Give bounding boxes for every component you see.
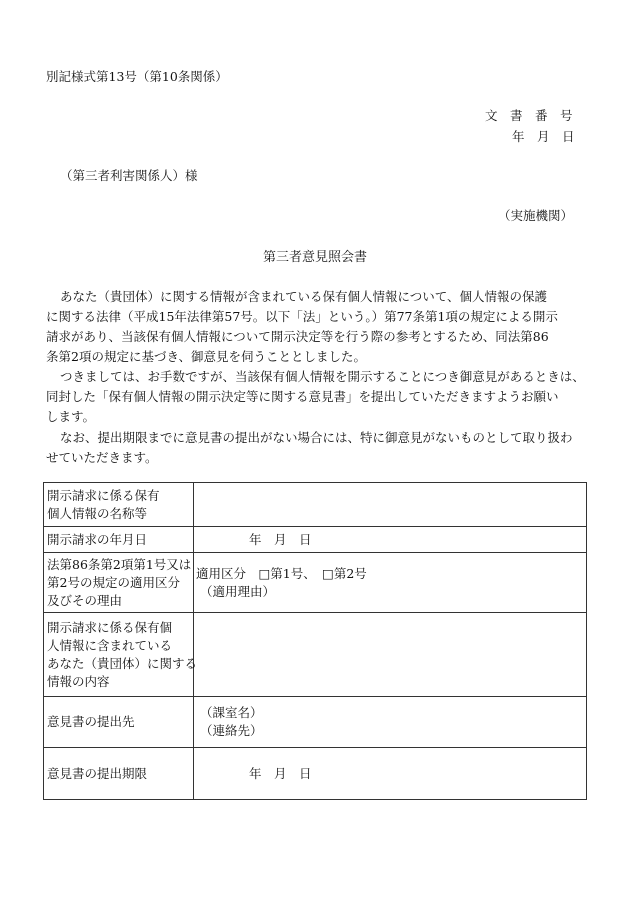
body-line-5: つきましては、お手数ですが、当該保有個人情報を開示することにつき御意見があるときは、 (60, 369, 585, 384)
label-request-date: 開示請求の年月日 (44, 527, 194, 553)
table-row-request-date (44, 527, 587, 553)
table-row-category (44, 553, 587, 613)
body-line-6: 同封した「保有個人情報の開示決定等に関する意見書」を提出していただきますようお願い (46, 389, 559, 404)
value-info-content (194, 613, 587, 697)
category-reason: （適用理由） (200, 583, 276, 599)
table-row-info-name (44, 483, 587, 527)
label-category: 法第86条第2項第1号又は 第2号の規定の適用区分 及びその理由 (44, 553, 194, 613)
table-row-deadline (44, 748, 587, 800)
table-row-info-content (44, 613, 587, 697)
label-info-name: 開示請求に係る保有 個人情報の名称等 (44, 483, 194, 527)
addressee: （第三者利害関係人）様 (60, 168, 198, 183)
label-deadline: 意見書の提出期限 (44, 748, 194, 800)
body-line-7: します。 (46, 409, 96, 424)
body-line-1: あなた（貴団体）に関する情報が含まれている保有個人情報について、個人情報の保護 (60, 289, 548, 304)
table-row-submit-to (44, 697, 587, 748)
label-submit-to: 意見書の提出先 (44, 697, 194, 748)
value-info-name (194, 483, 587, 527)
implementing-agency: （実施機関） (498, 208, 574, 223)
value-request-date: 年 月 日 (194, 527, 587, 553)
value-submit-to (194, 697, 587, 748)
label-info-content: 開示請求に係る保有個 人情報に含まれている あなた（貴団体）に関する 情報の内容 (44, 613, 194, 697)
body-line-2: に関する法律（平成15年法律第57号。以下「法」という。）第77条第1項の規定による開示 (46, 309, 558, 324)
form-reference: 別記様式第13号（第10条関係） (46, 69, 228, 84)
page-title: 第三者意見照会書 (262, 250, 367, 265)
body-line-3: 請求があり、当該保有個人情報について開示決定等を行う際の参考とするため、同法第86 (46, 329, 549, 344)
info-table (43, 482, 587, 800)
category-options: 適用区分 □第1号、 □第2号 (196, 565, 367, 581)
body-line-8: なお、提出期限までに意見書の提出がない場合には、特に御意見がないものとして取り扱わ (60, 430, 573, 445)
body-line-9: せていただきます。 (46, 450, 158, 465)
body-line-4: 条第2項の規定に基づき、御意見を伺うこととしました。 (46, 349, 366, 364)
document-number-label: 文 書 番 号 (485, 108, 573, 123)
value-category (194, 553, 587, 613)
value-deadline: 年 月 日 (194, 748, 587, 800)
submit-to-contact: （連絡先） (200, 723, 263, 738)
submit-to-section: （課室名） (200, 705, 263, 720)
document-date-label: 年 月 日 (512, 129, 575, 144)
